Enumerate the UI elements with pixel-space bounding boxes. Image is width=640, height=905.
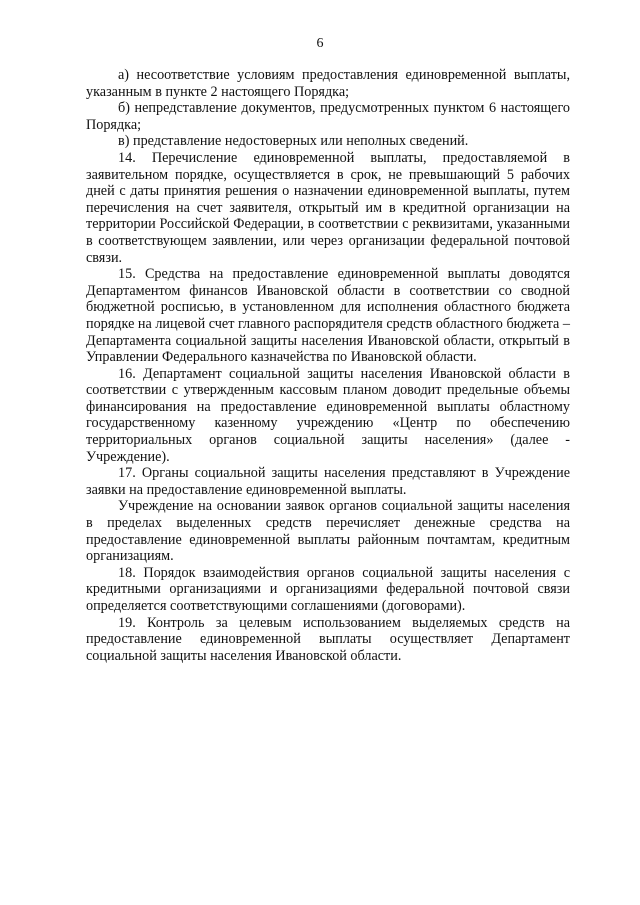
paragraph-16: 16. Департамент социальной защиты населения Ивановской области в соответствии с утвержденным кассовым планом доводит предельные объемы финансирования на предоставление единовременной выплаты областному государственному казенному учреждению «Центр по обеспечению территориальных органов социальной защиты населения» (далее - Учреждение). bbox=[86, 365, 570, 465]
paragraph-15: 15. Средства на предоставление единовременной выплаты доводятся Департаментом финансов Ивановской области в соответствии со сводной бюджетной росписью, в установленном для исполнения областного бюджета порядке на лицевой счет главного распорядителя средств областного бюджета – Департамента социальной защиты населения Ивановской области, открытый в Управлении Федерального казначейства по Ивановской области. bbox=[86, 266, 570, 366]
paragraph-18: 18. Порядок взаимодействия органов социальной защиты населения с кредитными организациями и организациями федеральной почтовой связи определяется соответствующими соглашениями (договорами). bbox=[86, 564, 570, 614]
paragraph-19: 19. Контроль за целевым использованием выделяемых средств на предоставление единовременной выплаты осуществляет Департамент социальной защиты населения Ивановской области. bbox=[86, 614, 570, 664]
paragraph-17: 17. Органы социальной защиты населения представляют в Учреждение заявки на предоставление единовременной выплаты. bbox=[86, 465, 570, 498]
paragraph-14: 14. Перечисление единовременной выплаты, предоставляемой в заявительном порядке, осуществляется в срок, не превышающий 5 рабочих дней с даты принятия решения о назначении единовременной выплаты, путем перечисления на счет заявителя, открытый им в кредитной организации на территории Российской Федерации, в соответствии с реквизитами, указанными в соответствующем заявлении, или через организации федеральной почтовой связи. bbox=[86, 149, 570, 266]
paragraph-item-b: б) непредставление документов, предусмотренных пунктом 6 настоящего Порядка; bbox=[86, 100, 570, 133]
paragraph-17-continued: Учреждение на основании заявок органов социальной защиты населения в пределах выделенных средств перечисляет денежные средства на предоставление единовременной выплаты районным почтамтам, кредитным организациям. bbox=[86, 498, 570, 565]
document-body bbox=[86, 67, 570, 664]
paragraph-item-a: а) несоответствие условиям предоставления единовременной выплаты, указанным в пункте 2 настоящего Порядка; bbox=[86, 67, 570, 100]
paragraph-item-v: в) представление недостоверных или неполных сведений. bbox=[118, 133, 469, 150]
page-number: 6 bbox=[316, 36, 324, 51]
